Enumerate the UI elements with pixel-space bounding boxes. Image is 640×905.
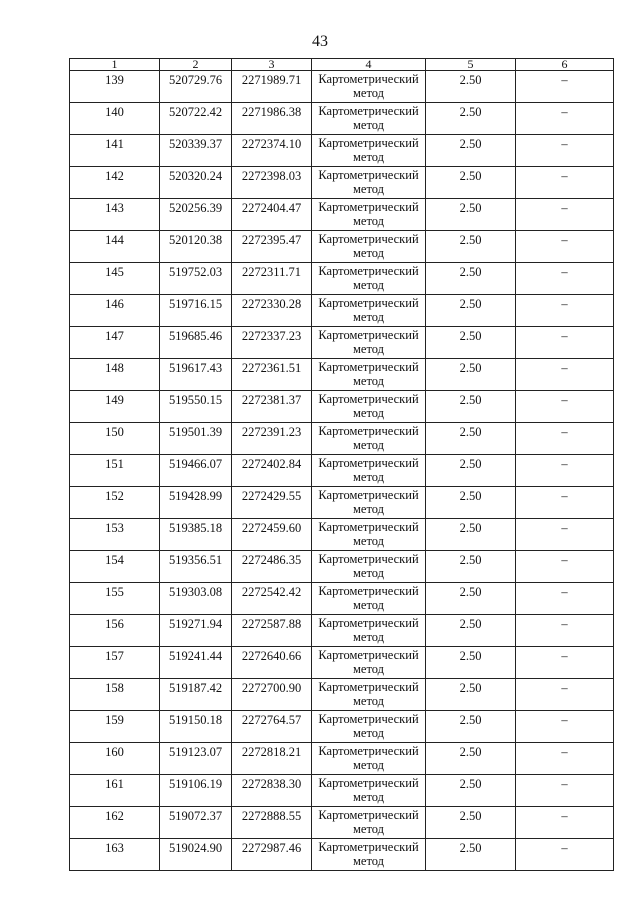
method-line-2: метод: [352, 470, 384, 484]
table-row: [70, 359, 614, 391]
point-number-cell: 152: [70, 487, 160, 519]
x-coordinate-cell: 520729.76: [160, 71, 232, 103]
method-cell: [312, 775, 426, 807]
method-cell: [312, 199, 426, 231]
note-cell: –: [516, 519, 614, 551]
precision-cell: 2.50: [426, 71, 516, 103]
note-cell: –: [516, 423, 614, 455]
note-cell: –: [516, 583, 614, 615]
note-cell: –: [516, 359, 614, 391]
x-coordinate-cell: 519356.51: [160, 551, 232, 583]
method-cell: [312, 615, 426, 647]
y-coordinate-cell: 2272764.57: [232, 711, 312, 743]
table-row: [70, 103, 614, 135]
note-cell: –: [516, 839, 614, 871]
y-coordinate-cell: 2272987.46: [232, 839, 312, 871]
point-number-cell: 140: [70, 103, 160, 135]
precision-cell: 2.50: [426, 775, 516, 807]
precision-cell: 2.50: [426, 615, 516, 647]
method-line-2: метод: [352, 598, 384, 612]
point-number-cell: 142: [70, 167, 160, 199]
x-coordinate-cell: 519385.18: [160, 519, 232, 551]
method-line-2: метод: [352, 310, 384, 324]
table-row: [70, 743, 614, 775]
method-cell: [312, 71, 426, 103]
y-coordinate-cell: 2272374.10: [232, 135, 312, 167]
precision-cell: 2.50: [426, 359, 516, 391]
method-line-1: Картометрический: [318, 328, 419, 342]
header-col-2: 2: [160, 59, 232, 71]
table-row: [70, 551, 614, 583]
point-number-cell: 139: [70, 71, 160, 103]
table-row: [70, 423, 614, 455]
x-coordinate-cell: 520722.42: [160, 103, 232, 135]
x-coordinate-cell: 520256.39: [160, 199, 232, 231]
point-number-cell: 144: [70, 231, 160, 263]
point-number-cell: 147: [70, 327, 160, 359]
method-line-2: метод: [352, 630, 384, 644]
precision-cell: 2.50: [426, 743, 516, 775]
table-row: [70, 679, 614, 711]
method-cell: [312, 391, 426, 423]
table-row: [70, 519, 614, 551]
y-coordinate-cell: 2272700.90: [232, 679, 312, 711]
note-cell: –: [516, 199, 614, 231]
method-cell: [312, 135, 426, 167]
x-coordinate-cell: 519123.07: [160, 743, 232, 775]
method-line-1: Картометрический: [318, 648, 419, 662]
method-cell: [312, 167, 426, 199]
method-line-1: Картометрический: [318, 584, 419, 598]
y-coordinate-cell: 2272888.55: [232, 807, 312, 839]
x-coordinate-cell: 519072.37: [160, 807, 232, 839]
x-coordinate-cell: 519685.46: [160, 327, 232, 359]
table-row: [70, 487, 614, 519]
method-line-2: метод: [352, 150, 384, 164]
y-coordinate-cell: 2272311.71: [232, 263, 312, 295]
precision-cell: 2.50: [426, 711, 516, 743]
y-coordinate-cell: 2272459.60: [232, 519, 312, 551]
method-line-1: Картометрический: [318, 616, 419, 630]
precision-cell: 2.50: [426, 519, 516, 551]
x-coordinate-cell: 519501.39: [160, 423, 232, 455]
table-row: [70, 775, 614, 807]
method-line-1: Картометрический: [318, 520, 419, 534]
table-row: [70, 295, 614, 327]
note-cell: –: [516, 71, 614, 103]
precision-cell: 2.50: [426, 839, 516, 871]
method-line-2: метод: [352, 694, 384, 708]
y-coordinate-cell: 2271986.38: [232, 103, 312, 135]
method-cell: [312, 327, 426, 359]
page-number: 43: [312, 33, 328, 50]
method-line-2: метод: [352, 118, 384, 132]
y-coordinate-cell: 2272381.37: [232, 391, 312, 423]
note-cell: –: [516, 807, 614, 839]
table-row: [70, 615, 614, 647]
method-line-1: Картометрический: [318, 712, 419, 726]
method-line-1: Картометрический: [318, 232, 419, 246]
method-cell: [312, 551, 426, 583]
method-cell: [312, 743, 426, 775]
table-row: [70, 839, 614, 871]
method-line-2: метод: [352, 182, 384, 196]
method-cell: [312, 487, 426, 519]
method-line-2: метод: [352, 534, 384, 548]
table-row: [70, 327, 614, 359]
x-coordinate-cell: 519716.15: [160, 295, 232, 327]
method-cell: [312, 103, 426, 135]
note-cell: –: [516, 327, 614, 359]
table-row: [70, 199, 614, 231]
point-number-cell: 155: [70, 583, 160, 615]
method-cell: [312, 455, 426, 487]
method-cell: [312, 647, 426, 679]
method-line-2: метод: [352, 86, 384, 100]
table-row: [70, 263, 614, 295]
precision-cell: 2.50: [426, 263, 516, 295]
note-cell: –: [516, 551, 614, 583]
x-coordinate-cell: 519550.15: [160, 391, 232, 423]
note-cell: –: [516, 647, 614, 679]
x-coordinate-cell: 519752.03: [160, 263, 232, 295]
method-line-2: метод: [352, 662, 384, 676]
method-line-2: метод: [352, 406, 384, 420]
method-cell: [312, 359, 426, 391]
method-cell: [312, 519, 426, 551]
table-row: [70, 455, 614, 487]
y-coordinate-cell: 2272838.30: [232, 775, 312, 807]
header-col-6: 6: [516, 59, 614, 71]
method-line-2: метод: [352, 374, 384, 388]
table-row: [70, 583, 614, 615]
point-number-cell: 159: [70, 711, 160, 743]
point-number-cell: 161: [70, 775, 160, 807]
precision-cell: 2.50: [426, 327, 516, 359]
x-coordinate-cell: 519617.43: [160, 359, 232, 391]
x-coordinate-cell: 519241.44: [160, 647, 232, 679]
precision-cell: 2.50: [426, 583, 516, 615]
method-cell: [312, 295, 426, 327]
table-row: [70, 391, 614, 423]
point-number-cell: 154: [70, 551, 160, 583]
y-coordinate-cell: 2272429.55: [232, 487, 312, 519]
point-number-cell: 143: [70, 199, 160, 231]
precision-cell: 2.50: [426, 679, 516, 711]
table-header: [70, 59, 614, 71]
precision-cell: 2.50: [426, 423, 516, 455]
method-line-1: Картометрический: [318, 200, 419, 214]
header-col-3: 3: [232, 59, 312, 71]
y-coordinate-cell: 2272402.84: [232, 455, 312, 487]
method-line-1: Картометрический: [318, 360, 419, 374]
point-number-cell: 157: [70, 647, 160, 679]
precision-cell: 2.50: [426, 295, 516, 327]
y-coordinate-cell: 2272330.28: [232, 295, 312, 327]
x-coordinate-cell: 520339.37: [160, 135, 232, 167]
precision-cell: 2.50: [426, 487, 516, 519]
method-line-1: Картометрический: [318, 776, 419, 790]
x-coordinate-cell: 519303.08: [160, 583, 232, 615]
method-cell: [312, 807, 426, 839]
method-line-2: метод: [352, 502, 384, 516]
precision-cell: 2.50: [426, 455, 516, 487]
point-number-cell: 163: [70, 839, 160, 871]
point-number-cell: 160: [70, 743, 160, 775]
point-number-cell: 151: [70, 455, 160, 487]
precision-cell: 2.50: [426, 135, 516, 167]
note-cell: –: [516, 743, 614, 775]
method-line-1: Картометрический: [318, 104, 419, 118]
method-line-2: метод: [352, 566, 384, 580]
method-line-2: метод: [352, 790, 384, 804]
y-coordinate-cell: 2272337.23: [232, 327, 312, 359]
y-coordinate-cell: 2271989.71: [232, 71, 312, 103]
method-line-2: метод: [352, 214, 384, 228]
x-coordinate-cell: 519024.90: [160, 839, 232, 871]
precision-cell: 2.50: [426, 551, 516, 583]
precision-cell: 2.50: [426, 807, 516, 839]
precision-cell: 2.50: [426, 231, 516, 263]
table-row: [70, 231, 614, 263]
method-cell: [312, 679, 426, 711]
method-line-1: Картометрический: [318, 840, 419, 854]
note-cell: –: [516, 135, 614, 167]
method-line-2: метод: [352, 246, 384, 260]
point-number-cell: 145: [70, 263, 160, 295]
method-line-1: Картометрический: [318, 808, 419, 822]
method-line-2: метод: [352, 822, 384, 836]
table-body: [70, 71, 614, 871]
point-number-cell: 150: [70, 423, 160, 455]
y-coordinate-cell: 2272391.23: [232, 423, 312, 455]
method-line-2: метод: [352, 438, 384, 452]
method-line-1: Картометрический: [318, 264, 419, 278]
table-row: [70, 807, 614, 839]
point-number-cell: 153: [70, 519, 160, 551]
precision-cell: 2.50: [426, 391, 516, 423]
precision-cell: 2.50: [426, 647, 516, 679]
precision-cell: 2.50: [426, 199, 516, 231]
note-cell: –: [516, 775, 614, 807]
method-line-1: Картометрический: [318, 72, 419, 86]
method-cell: [312, 263, 426, 295]
coordinates-table: [69, 58, 614, 871]
precision-cell: 2.50: [426, 103, 516, 135]
point-number-cell: 149: [70, 391, 160, 423]
note-cell: –: [516, 711, 614, 743]
x-coordinate-cell: 519428.99: [160, 487, 232, 519]
method-cell: [312, 711, 426, 743]
note-cell: –: [516, 487, 614, 519]
point-number-cell: 162: [70, 807, 160, 839]
y-coordinate-cell: 2272640.66: [232, 647, 312, 679]
header-col-1: 1: [70, 59, 160, 71]
note-cell: –: [516, 391, 614, 423]
method-cell: [312, 231, 426, 263]
method-cell: [312, 423, 426, 455]
x-coordinate-cell: 519466.07: [160, 455, 232, 487]
method-cell: [312, 839, 426, 871]
method-line-1: Картометрический: [318, 680, 419, 694]
point-number-cell: 141: [70, 135, 160, 167]
y-coordinate-cell: 2272395.47: [232, 231, 312, 263]
method-line-1: Картометрический: [318, 456, 419, 470]
table-row: [70, 135, 614, 167]
table-row: [70, 71, 614, 103]
method-line-2: метод: [352, 854, 384, 868]
method-line-2: метод: [352, 278, 384, 292]
y-coordinate-cell: 2272361.51: [232, 359, 312, 391]
method-line-1: Картометрический: [318, 296, 419, 310]
method-line-2: метод: [352, 758, 384, 772]
point-number-cell: 158: [70, 679, 160, 711]
x-coordinate-cell: 519271.94: [160, 615, 232, 647]
note-cell: –: [516, 103, 614, 135]
note-cell: –: [516, 231, 614, 263]
point-number-cell: 148: [70, 359, 160, 391]
point-number-cell: 156: [70, 615, 160, 647]
y-coordinate-cell: 2272398.03: [232, 167, 312, 199]
y-coordinate-cell: 2272542.42: [232, 583, 312, 615]
method-line-1: Картометрический: [318, 424, 419, 438]
x-coordinate-cell: 519106.19: [160, 775, 232, 807]
method-line-2: метод: [352, 342, 384, 356]
method-line-1: Картометрический: [318, 488, 419, 502]
method-line-2: метод: [352, 726, 384, 740]
header-col-5: 5: [426, 59, 516, 71]
x-coordinate-cell: 519187.42: [160, 679, 232, 711]
method-cell: [312, 583, 426, 615]
note-cell: –: [516, 615, 614, 647]
table-row: [70, 711, 614, 743]
note-cell: –: [516, 295, 614, 327]
header-col-4: 4: [312, 59, 426, 71]
method-line-1: Картометрический: [318, 744, 419, 758]
table-row: [70, 167, 614, 199]
y-coordinate-cell: 2272404.47: [232, 199, 312, 231]
x-coordinate-cell: 520320.24: [160, 167, 232, 199]
note-cell: –: [516, 455, 614, 487]
method-line-1: Картометрический: [318, 552, 419, 566]
x-coordinate-cell: 520120.38: [160, 231, 232, 263]
note-cell: –: [516, 167, 614, 199]
table-row: [70, 647, 614, 679]
note-cell: –: [516, 263, 614, 295]
header-row: [70, 59, 614, 71]
note-cell: –: [516, 679, 614, 711]
point-number-cell: 146: [70, 295, 160, 327]
precision-cell: 2.50: [426, 167, 516, 199]
x-coordinate-cell: 519150.18: [160, 711, 232, 743]
method-line-1: Картометрический: [318, 136, 419, 150]
y-coordinate-cell: 2272818.21: [232, 743, 312, 775]
method-line-1: Картометрический: [318, 392, 419, 406]
method-line-1: Картометрический: [318, 168, 419, 182]
y-coordinate-cell: 2272587.88: [232, 615, 312, 647]
y-coordinate-cell: 2272486.35: [232, 551, 312, 583]
